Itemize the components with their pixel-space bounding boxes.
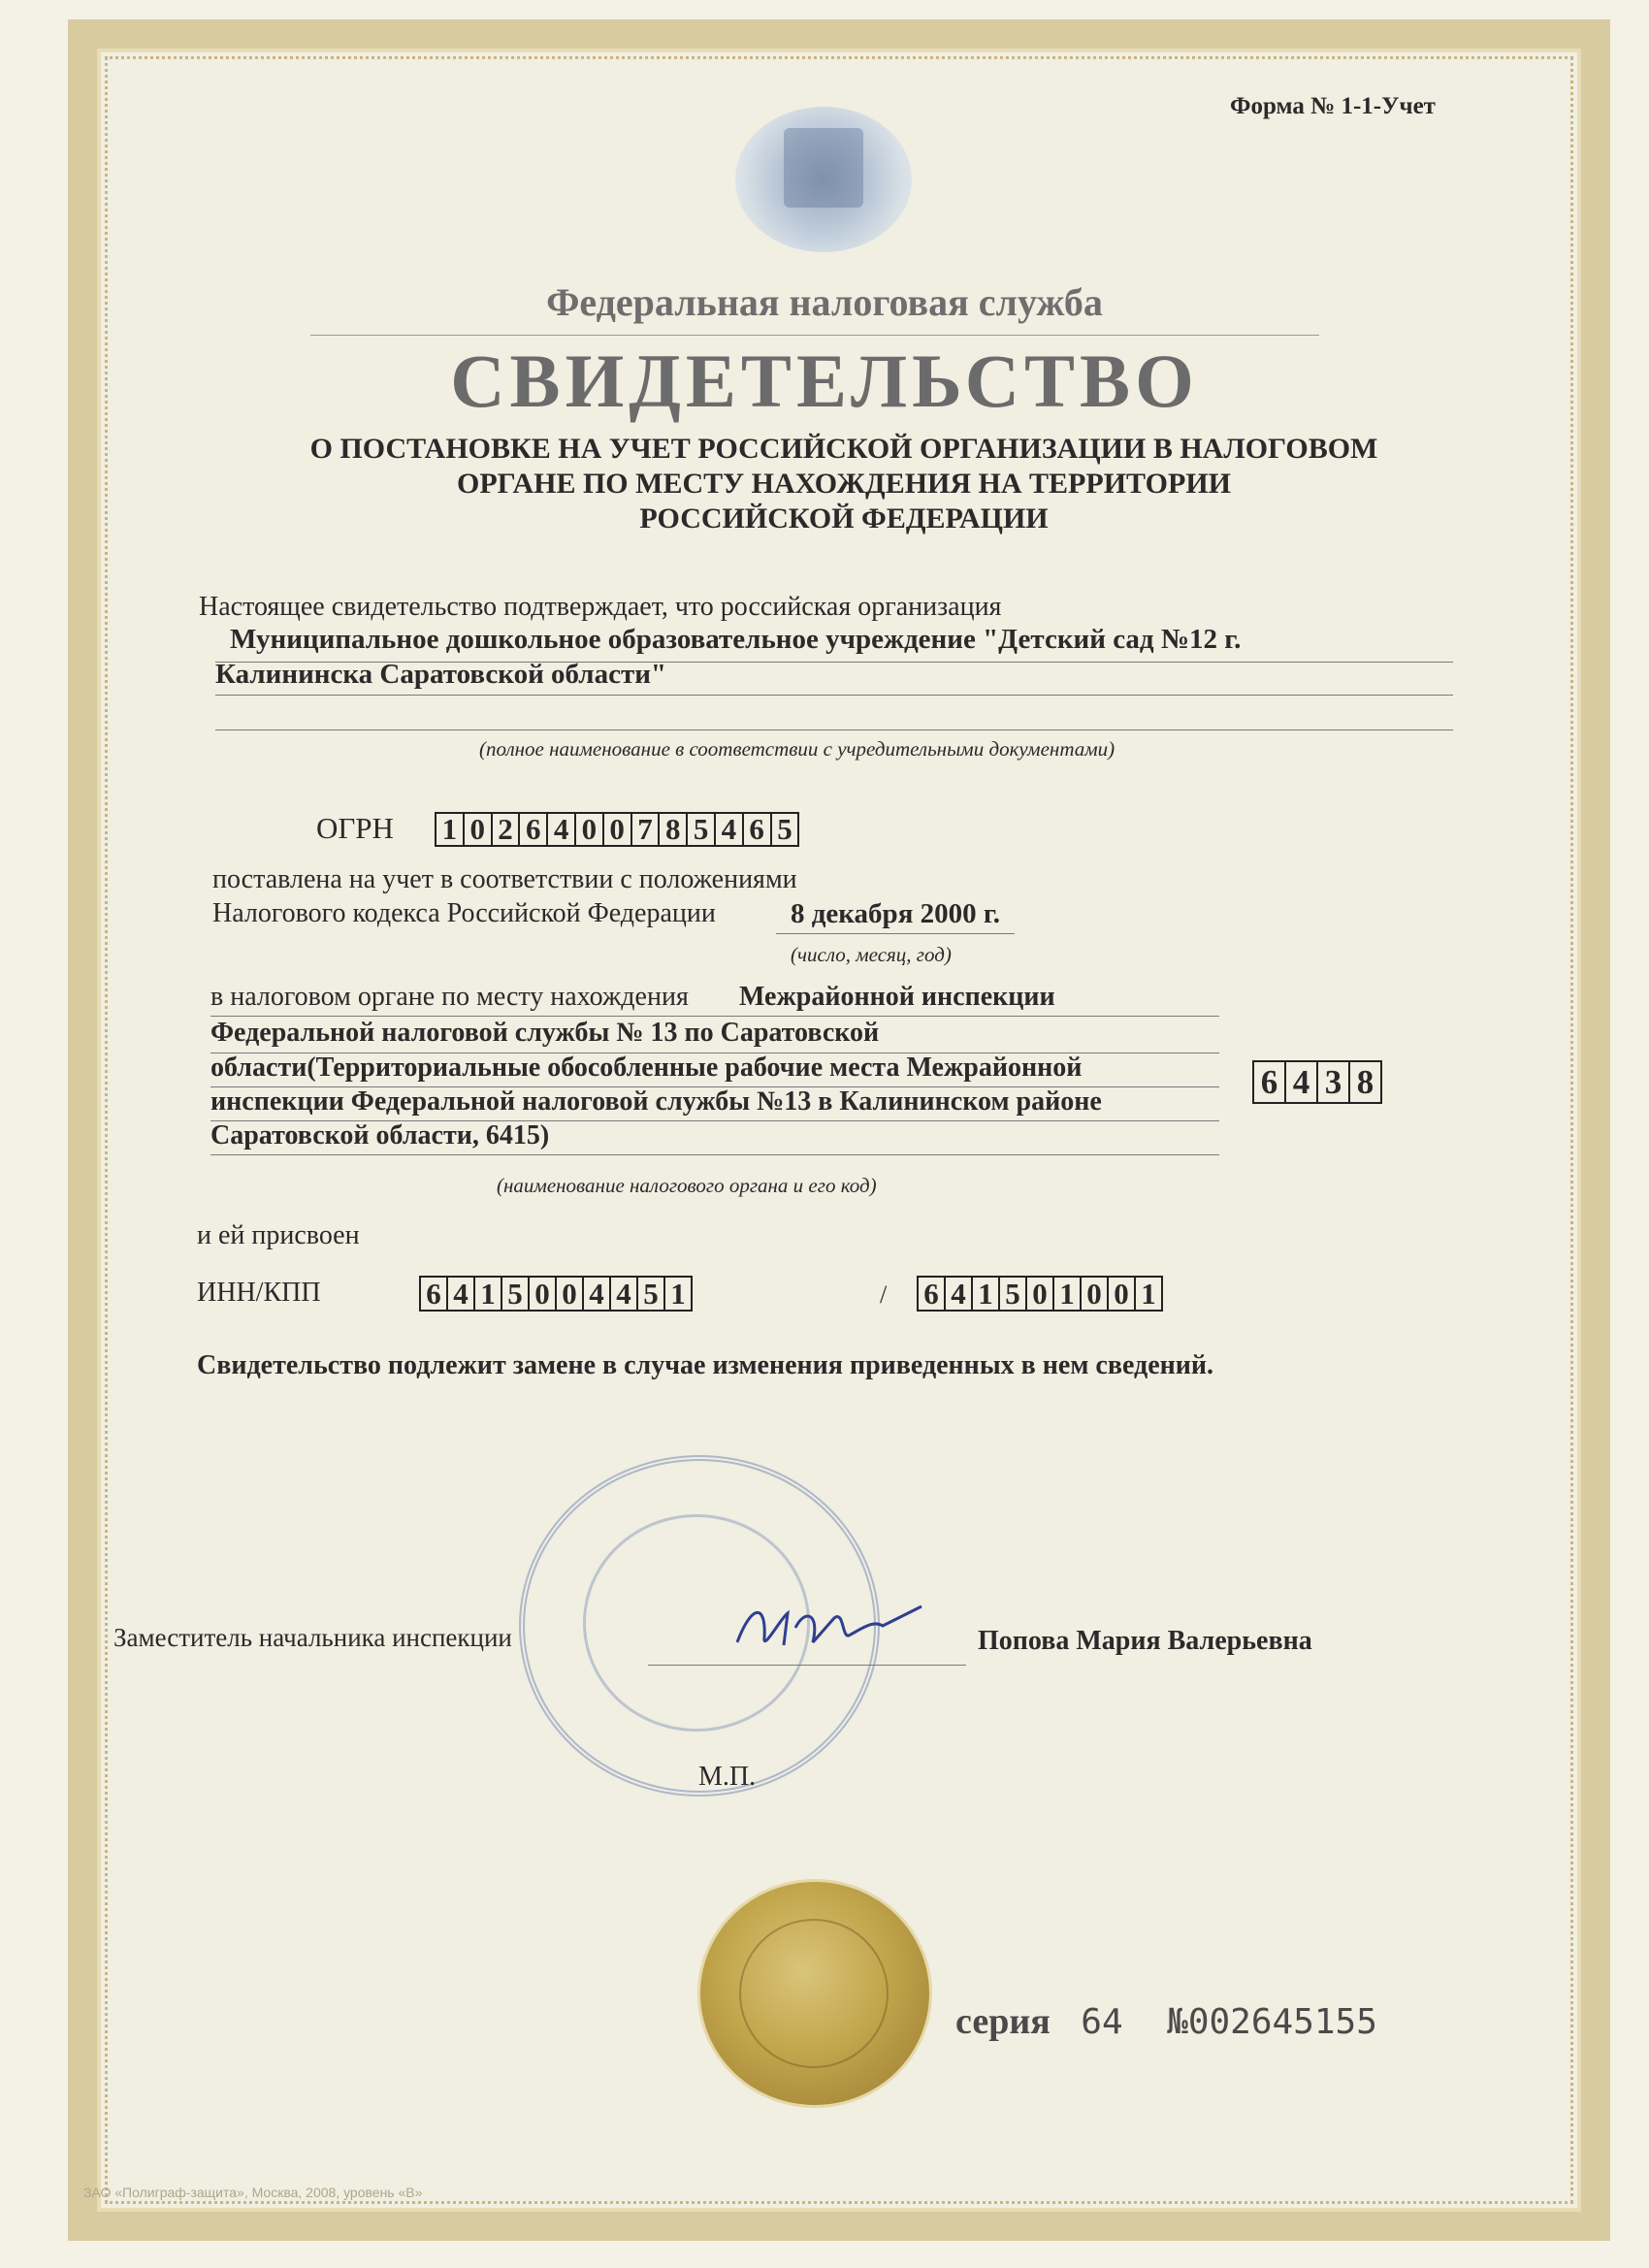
org-name-line: Муниципальное дошкольное образовательное учреждение "Детский сад №12 г.	[230, 624, 1242, 655]
kpp-digit: 0	[1082, 1278, 1109, 1310]
divider	[310, 335, 1319, 336]
underline	[210, 1154, 1219, 1155]
certificate-number: №002645155	[1167, 2002, 1377, 2042]
signature	[728, 1599, 951, 1657]
tax-office-code-digit: 4	[1286, 1062, 1318, 1102]
ogrn-digit: 0	[576, 814, 604, 845]
intro-text: Настоящее свидетельство подтверждает, что российская организация	[199, 592, 1002, 622]
subtitle-line: РОССИЙСКОЙ ФЕДЕРАЦИИ	[639, 502, 1049, 535]
inn-digit: 6	[421, 1278, 448, 1310]
ogrn-digit: 5	[688, 814, 716, 845]
inn-kpp-separator: /	[880, 1280, 888, 1309]
tax-office-line: Федеральной налоговой службы № 13 по Саратовской	[210, 1018, 880, 1048]
series-number	[955, 2000, 1377, 2043]
ogrn-digit: 7	[632, 814, 661, 845]
tax-office-line: области(Территориальные обособленные рабочие места Межрайонной	[210, 1053, 1083, 1083]
registration-text: поставлена на учет в соответствии с положениями	[212, 864, 797, 894]
tax-office-line: Саратовской области, 6415)	[210, 1120, 550, 1150]
org-name-caption: (полное наименование в соответствии с учредительными документами)	[479, 737, 1116, 761]
kpp-digit: 5	[1000, 1278, 1027, 1310]
inn-digit: 0	[530, 1278, 557, 1310]
inn-digit: 5	[502, 1278, 530, 1310]
tax-office-code-digit: 6	[1254, 1062, 1286, 1102]
inn-digit: 5	[638, 1278, 665, 1310]
ogrn-digit: 6	[744, 814, 772, 845]
underline	[215, 729, 1453, 730]
underline	[215, 695, 1453, 696]
ogrn-digit: 4	[548, 814, 576, 845]
ogrn-digit: 5	[777, 812, 792, 846]
kpp-boxes	[917, 1276, 1163, 1312]
inn-digit: 1	[670, 1277, 686, 1311]
gold-seal	[700, 1882, 929, 2105]
subtitle-line: ОРГАНЕ ПО МЕСТУ НАХОЖДЕНИЯ НА ТЕРРИТОРИИ	[456, 468, 1231, 500]
inn-digit: 4	[611, 1278, 638, 1310]
ogrn-digit: 6	[520, 814, 548, 845]
ogrn-digit: 1	[436, 814, 465, 845]
assigned-text: и ей присвоен	[197, 1220, 360, 1250]
inn-digit: 1	[475, 1278, 502, 1310]
stamp-place: М.П.	[698, 1762, 757, 1792]
kpp-digit: 1	[973, 1278, 1000, 1310]
tax-office-code-digit: 8	[1356, 1063, 1374, 1101]
ogrn-label: ОГРН	[316, 811, 394, 845]
inn-boxes	[419, 1276, 693, 1312]
kpp-digit: 1	[1054, 1278, 1082, 1310]
signature-line	[648, 1665, 966, 1666]
inn-digit: 0	[557, 1278, 584, 1310]
underline	[776, 933, 1015, 934]
tax-office-code-digit: 3	[1318, 1062, 1350, 1102]
tax-office-line: Межрайонной инспекции	[739, 982, 1055, 1012]
ogrn-digit: 4	[716, 814, 744, 845]
tax-office-caption: (наименование налогового органа и его код)	[497, 1174, 877, 1197]
ogrn-digit: 8	[660, 814, 688, 845]
underline	[210, 1016, 1219, 1017]
date-caption: (число, месяц, год)	[791, 943, 952, 966]
tax-office-line: инспекции Федеральной налоговой службы №13 в Калининском районе	[210, 1086, 1102, 1117]
form-number: Форма № 1-1-Учет	[1230, 93, 1436, 119]
kpp-digit: 6	[919, 1278, 946, 1310]
kpp-digit: 4	[946, 1278, 973, 1310]
inn-digit: 4	[584, 1278, 611, 1310]
kpp-digit: 0	[1109, 1278, 1136, 1310]
inn-digit: 4	[448, 1278, 475, 1310]
kpp-digit: 0	[1027, 1278, 1054, 1310]
registration-text: Налогового кодекса Российской Федерации	[212, 898, 716, 928]
tax-office-intro: в налоговом органе по месту нахождения	[210, 982, 689, 1012]
ogrn-digit: 2	[493, 814, 521, 845]
document-subtitle	[213, 432, 1474, 536]
kpp-digit: 1	[1141, 1277, 1156, 1311]
hologram-emblem	[735, 107, 912, 252]
inn-kpp-label: ИНН/КПП	[197, 1278, 321, 1308]
replacement-notice: Свидетельство подлежит замене в случае изменения приведенных в нем сведений.	[197, 1350, 1214, 1380]
subtitle-line: О ПОСТАНОВКЕ НА УЧЕТ РОССИЙСКОЙ ОРГАНИЗАЦИИ В НАЛОГОВОМ	[309, 433, 1378, 465]
org-name-line: Калининска Саратовской области"	[215, 659, 667, 690]
registration-date: 8 декабря 2000 г.	[791, 898, 1001, 929]
series-label: серия	[955, 2001, 1051, 2042]
agency-name: Федеральная налоговая служба	[546, 280, 1103, 324]
ogrn-digit: 0	[465, 814, 493, 845]
ogrn-boxes	[435, 812, 799, 847]
series-value: 64	[1081, 2002, 1123, 2042]
printer-imprint: ЗАО «Полиграф-защита», Москва, 2008, уровень «В»	[83, 2185, 423, 2200]
official-title: Заместитель начальника инспекции	[113, 1623, 512, 1652]
official-name: Попова Мария Валерьевна	[978, 1626, 1312, 1656]
ogrn-digit: 0	[604, 814, 632, 845]
tax-office-code-boxes	[1252, 1060, 1382, 1104]
document-title: СВИДЕТЕЛЬСТВО	[450, 339, 1199, 423]
